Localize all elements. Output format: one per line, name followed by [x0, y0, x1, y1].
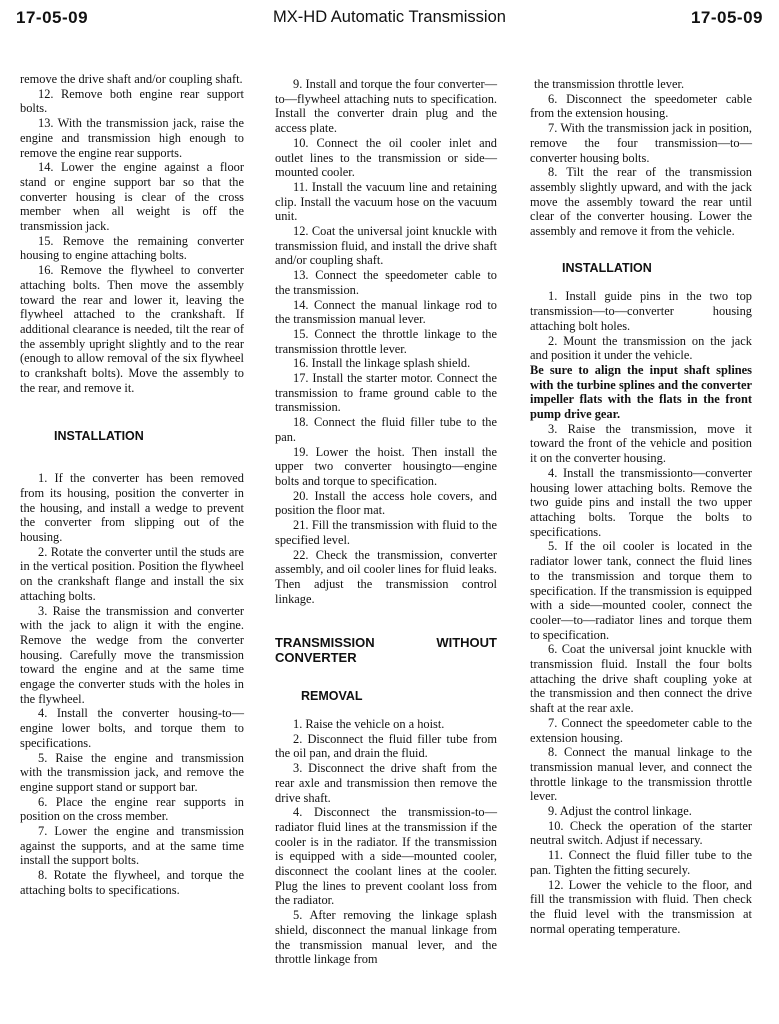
- install-step-17: 17. Install the starter motor. Connect the transmission to frame ground cable to the transmission.: [275, 371, 497, 415]
- page-header: [0, 8, 779, 34]
- install-step-3: 3. Raise the transmission and converter with the jack to align it with the engine. Remove the wedge from the converter housing. Carefully move the transmission toward the engine and at the same time engage the converter studs with the holes in the flywheel.: [20, 603, 244, 706]
- install-step-9: 9. Adjust the control linkage.: [548, 804, 692, 819]
- install-step-4: 4. Install the transmissionto—converter housing lower attaching bolts. Remove the two guide pins and install the two upper attaching bolts. Torque the bolts to specifications.: [530, 465, 752, 539]
- install-step-15: 15. Connect the throttle linkage to the transmission throttle lever.: [275, 326, 497, 356]
- paragraph: the transmission throttle lever.: [534, 77, 685, 91]
- column-3: [530, 77, 752, 936]
- install-step-10: 10. Connect the oil cooler inlet and outlet lines to the transmission or side—mounted cooler.: [275, 135, 497, 180]
- removal-step-3: 3. Disconnect the drive shaft from the rear axle and transmission then remove the drive shaft.: [275, 761, 497, 805]
- install-step-8: 8. Connect the manual linkage to the transmission manual lever, and connect the throttle linkage to the transmission throttle lever.: [530, 745, 752, 804]
- removal-step-4: 4. Disconnect the transmission-to—radiator fluid lines at the transmission if the cooler is in the radiator. If the transmission is equipped with a side—mounted cooler, disconnect the coolant lines at the cooler. Plug the lines to prevent coolant loss from the radiator.: [275, 805, 497, 908]
- step-14: 14. Lower the engine against a floor stand or engine support bar so that the converter housing is clear of the cross member when all weight is off the transmission jack.: [20, 160, 244, 234]
- column-1: [20, 72, 244, 898]
- install-step-11: 11. Install the vacuum line and retaining clip. Install the vacuum hose on the vacuum unit.: [275, 179, 497, 224]
- install-step-4: 4. Install the converter housing-to—engine lower bolts, and torque them to specifications.: [20, 706, 244, 750]
- removal-step-7: 7. With the transmission jack in position, remove the four transmission—to—converter housing bolts.: [530, 121, 752, 165]
- install-step-22: 22. Check the transmission, converter assembly, and oil cooler lines for fluid leaks. Then adjust the transmission control linkage.: [275, 547, 497, 606]
- install-step-1: 1. Install guide pins in the two top transmission—to—converter housing attaching bolt holes.: [530, 289, 752, 333]
- removal-step-2: 2. Disconnect the fluid filler tube from the oil pan, and drain the fluid.: [275, 731, 497, 761]
- install-step-10: 10. Check the operation of the starter neutral switch. Adjust if necessary.: [530, 818, 752, 848]
- install-step-9: 9. Install and torque the four converter—to—flywheel attaching nuts to specification. Install the converter drain plug and the access plate.: [275, 77, 497, 136]
- removal-heading: REMOVAL: [301, 689, 363, 704]
- paragraph: remove the drive shaft and/or coupling shaft.: [20, 72, 243, 86]
- step-15: 15. Remove the remaining converter housing to engine attaching bolts.: [20, 233, 244, 263]
- removal-step-6: 6. Disconnect the speedometer cable from the extension housing.: [530, 91, 752, 121]
- install-step-13: 13. Connect the speedometer cable to the transmission.: [275, 268, 497, 297]
- install-step-20: 20. Install the access hole covers, and position the floor mat.: [275, 488, 497, 518]
- install-step-14: 14. Connect the manual linkage rod to the transmission manual lever.: [275, 297, 497, 327]
- install-step-7: 7. Lower the engine and transmission against the supports, and at the same time install the support bolts.: [20, 824, 244, 868]
- section-title: TRANSMISSION WITHOUT CONVERTER: [275, 635, 497, 666]
- install-step-3: 3. Raise the transmission, move it toward the front of the vehicle and position it on the converter housing.: [530, 421, 752, 466]
- install-step-2: 2. Mount the transmission on the jack and position it under the vehicle.: [530, 333, 752, 363]
- column-2: [275, 77, 497, 967]
- removal-step-1: 1. Raise the vehicle on a hoist.: [293, 717, 445, 732]
- install-step-18: 18. Connect the fluid filler tube to the pan.: [275, 415, 497, 444]
- step-16: 16. Remove the flywheel to converter attaching bolts. Then move the assembly toward the rear and lower it, leaving the flywheel attached to the crankshaft. If additional clearance is needed, tilt the rear of the assembly upright slightly and to the rear (enough to allow removal of the six flywheel to crankshaft bolts). Move the assembly to the rear, and remove it.: [20, 263, 244, 395]
- install-step-12: 12. Coat the universal joint knuckle with transmission fluid, and install the drive shaft and/or coupling shaft.: [275, 224, 497, 268]
- install-step-5: 5. Raise the engine and transmission with the transmission jack, and remove the engine support stand or support bar.: [20, 750, 244, 794]
- install-step-7: 7. Connect the speedometer cable to the extension housing.: [530, 715, 752, 745]
- warning-note: Be sure to align the input shaft splines with the turbine splines and the converter impeller flats with the flats in the front pump drive gear.: [530, 362, 752, 422]
- installation-heading: INSTALLATION: [562, 260, 652, 275]
- page-title: MX-HD Automatic Transmission: [273, 8, 506, 26]
- install-step-21: 21. Fill the transmission with fluid to the specified level.: [275, 518, 497, 547]
- installation-heading: INSTALLATION: [54, 429, 144, 444]
- install-step-6: 6. Place the engine rear supports in position on the cross member.: [20, 794, 244, 824]
- install-step-5: 5. If the oil cooler is located in the radiator lower tank, connect the fluid lines to the transmission and torque them to specification. If the transmission is equipped with a side—mounted cooler, connect the cooler—to—radiator lines and torque them to specification.: [530, 539, 752, 642]
- install-step-1: 1. If the converter has been removed from its housing, position the converter in the housing, and install a wedge to prevent the converter from slipping out of the housing.: [20, 471, 244, 544]
- removal-step-5: 5. After removing the linkage splash shield, disconnect the manual linkage from the transmission manual lever, and the throttle linkage from: [275, 908, 497, 967]
- page-number-right: 17-05-09: [690, 8, 763, 27]
- install-step-2: 2. Rotate the converter until the studs are in the vertical position. Position the flywheel on the crankshaft flange and install the six attaching bolts.: [20, 544, 244, 603]
- install-step-19: 19. Lower the hoist. Then install the upper two converter housingto—engine bolts and torque to specification.: [275, 444, 497, 488]
- install-step-11: 11. Connect the fluid filler tube to the pan. Tighten the fitting securely.: [530, 848, 752, 877]
- step-13: 13. With the transmission jack, raise the engine and transmission high enough to remove the engine rear supports.: [20, 116, 244, 160]
- page-number-left: 17-05-09: [16, 8, 89, 27]
- step-12: 12. Remove both engine rear support bolts.: [20, 86, 244, 116]
- removal-step-8: 8. Tilt the rear of the transmission assembly slightly upward, and with the jack move the assembly toward the rear until clear of the converter housing. Lower the assembly and remove it from the vehicle.: [530, 165, 752, 239]
- install-step-16: 16. Install the linkage splash shield.: [293, 356, 471, 371]
- install-step-6: 6. Coat the universal joint knuckle with transmission fluid. Install the four bolts attaching the drive shaft coupling yoke at the transmission and then connect the drive shaft at the rear axle.: [530, 642, 752, 716]
- install-step-8: 8. Rotate the flywheel, and torque the attaching bolts to specifications.: [20, 868, 244, 897]
- install-step-12: 12. Lower the vehicle to the floor, and fill the transmission with fluid. Then check the fluid level with the transmission at normal operating temperature.: [530, 877, 752, 936]
